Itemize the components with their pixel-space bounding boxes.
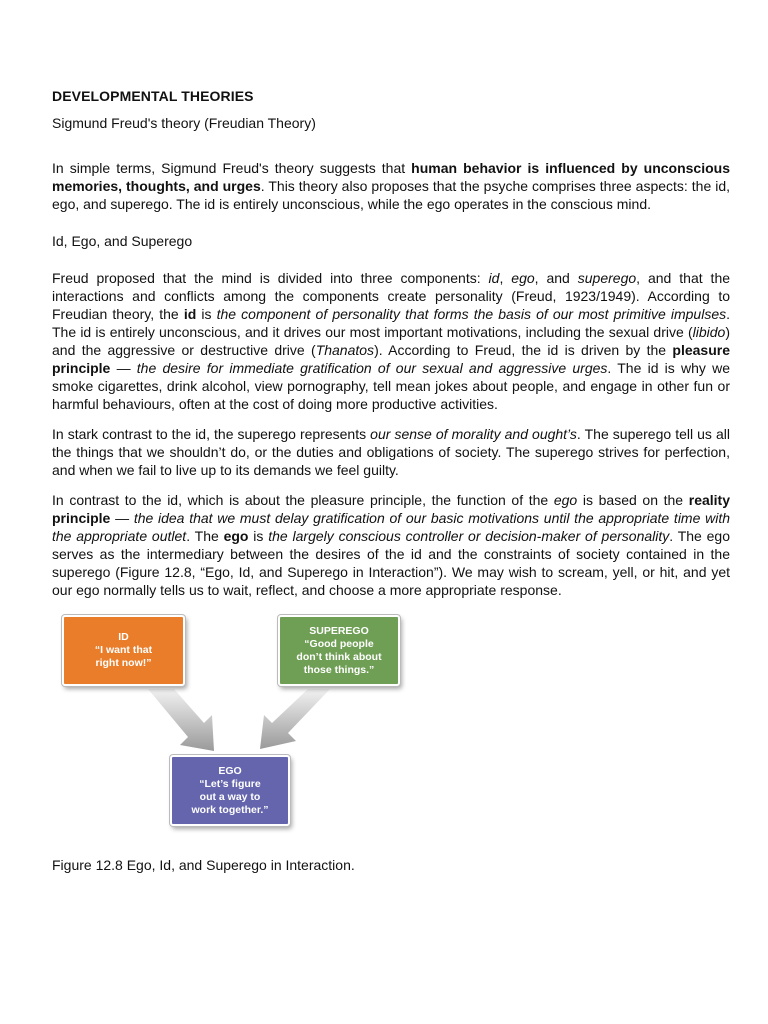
superego-quote-line-1: “Good people bbox=[304, 637, 374, 650]
superego-quote-line-2: don’t think about bbox=[296, 650, 382, 663]
section-heading: Id, Ego, and Superego bbox=[52, 233, 193, 249]
id-quote-line-1: “I want that bbox=[94, 644, 153, 656]
ego-id-superego-diagram bbox=[56, 611, 416, 833]
id-label: ID bbox=[118, 631, 129, 643]
paragraph-intro: In simple terms, Sigmund Freud's theory suggests that human behavior is influenced by unconscious memories, thoughts, and urges. This theory also proposes that the psyche comprises three aspects: the id, ego, and superego. The id is entirely unconscious, while the ego operates in the conscious mind. bbox=[52, 160, 730, 212]
document-page bbox=[52, 84, 730, 873]
paragraph-superego: In stark contrast to the id, the superego represents our sense of morality and ought’s. The superego tell us all the things that we shouldn’t do, or the duties and obligations of society. The superego strives for perfection, and when we fail to live up to its demands we feel guilty. bbox=[52, 426, 730, 478]
arrow-superego-to-ego bbox=[260, 689, 330, 749]
ego-quote-line-1: “Let’s figure bbox=[199, 777, 261, 790]
superego-box bbox=[278, 615, 400, 686]
ego-quote-line-2: out a way to bbox=[199, 790, 261, 803]
superego-label: SUPEREGO bbox=[309, 624, 369, 637]
figure-caption: Figure 12.8 Ego, Id, and Superego in Interaction. bbox=[52, 857, 355, 873]
arrow-id-to-ego bbox=[148, 689, 214, 751]
superego-quote-line-3: those things.” bbox=[303, 663, 375, 676]
document-subtitle: Sigmund Freud's theory (Freudian Theory) bbox=[52, 115, 316, 131]
ego-label: EGO bbox=[218, 764, 242, 777]
paragraph-id: Freud proposed that the mind is divided into three components: id, ego, and superego, and that the interactions and conflicts among the components create personality (Freud, 1923/1949). According to Freudian theory, the id is the component of personality that forms the basis of our most primitive impulses. The id is entirely unconscious, and it drives our most important motivations, including the sexual drive (libido) and the aggressive or destructive drive (Thanatos). According to Freud, the id is driven by the pleasure principle — the desire for immediate gratification of our sexual and aggressive urges. The id is why we smoke cigarettes, drink alcohol, view pornography, tell mean jokes about people, and engage in other fun or harmful behaviours, often at the cost of doing more productive activities. bbox=[52, 270, 731, 412]
paragraph-ego: In contrast to the id, which is about the pleasure principle, the function of the ego is based on the reality principle — the idea that we must delay gratification of our basic motivations until the appropriate time with the appropriate outlet. The ego is the largely conscious controller or decision-maker of personality. The ego serves as the intermediary between the desires of the id and the constraints of society contained in the superego (Figure 12.8, “Ego, Id, and Superego in Interaction”). We may wish to scream, yell, or hit, and yet our ego normally tells us to wait, reflect, and choose a more appropriate response. bbox=[52, 492, 731, 598]
id-quote-line-2: right now!” bbox=[95, 657, 152, 669]
id-box bbox=[62, 615, 185, 686]
ego-quote-line-3: work together.” bbox=[191, 803, 269, 816]
ego-box bbox=[170, 755, 290, 826]
document-title: DEVELOPMENTAL THEORIES bbox=[52, 88, 254, 104]
